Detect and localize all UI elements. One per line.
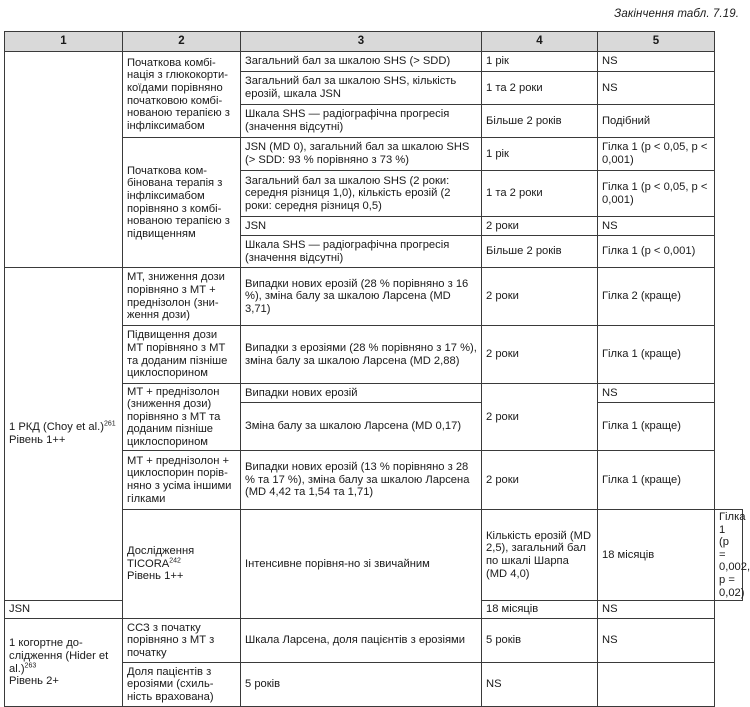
study-cell-empty [5,52,123,268]
result-cell: Гілка 1 (p < 0,05, p < 0,001) [598,138,715,171]
outcome-cell: Зміна балу за шкалою Ларсена (MD 0,17) [241,403,482,451]
time-cell: NS [482,663,598,707]
time-cell: 1 та 2 роки [482,171,598,217]
comparison-cell: Початкова комбі-нація з глюкокорти-коїдами порівняно початковою комбі-нованою терапією з інфліксимабом [123,52,241,138]
results-table [4,31,750,707]
study-cell [123,510,241,619]
time-cell: Більше 2 років [482,236,598,268]
time-cell: 2 роки [482,268,598,326]
time-cell: 18 місяців [482,601,598,619]
col-header-2: 2 [123,32,241,52]
outcome-cell: Випадки нових ерозій [241,384,482,403]
outcome-cell: Загальний бал за шкалою SHS, кількість ерозій, шкала JSN [241,72,482,105]
col-header-3: 3 [241,32,482,52]
evidence-level: Рівень 1++ [9,434,66,447]
result-cell: Гілка 2 (краще) [598,268,715,326]
result-cell: Гілка 1 (p < 0,001) [598,236,715,268]
outcome-cell: Шкала SHS — радіографічна прогресія (значення відсутні) [241,236,482,268]
evidence-level: Рівень 1++ [127,570,184,583]
table-row [5,52,743,72]
comparison-cell: Початкова ком-бінована терапія з інфліксимабом порівняно з комбі-нованою терапією з підвищенням [123,138,241,268]
time-cell: 1 та 2 роки [482,72,598,105]
result-cell: Гілка 1 (краще) [598,403,715,451]
col-header-5: 5 [598,32,715,52]
reference-number: 242 [169,557,181,565]
result-cell: NS [598,72,715,105]
result-cell: Гілка 1 (краще) [598,326,715,384]
outcome-cell: Випадки нових ерозій (13 % порівняно з 28 % та 17 %), зміна балу за шкалою Ларсена (MD 4,42 та 1,54 та 1,71) [241,451,482,510]
outcome-cell: JSN (MD 0), загальний бал за шкалою SHS (> SDD: 93 % порівняно з 73 %) [241,138,482,171]
result-cell: NS [598,217,715,236]
time-cell: 1 рік [482,52,598,72]
comparison-cell: МТ + преднізолон (зниження дози) порівняно з МТ та доданим пізніше циклоспорином [123,384,241,451]
result-cell: Гілка 1 (краще) [598,451,715,510]
result-cell: NS [598,384,715,403]
comparison-cell: Доля пацієнтів з ерозіями (схиль-ність врахована) [123,663,241,707]
outcome-cell: JSN [5,601,123,619]
time-cell: 5 років [482,619,598,663]
outcome-cell: Шкала SHS — радіографічна прогресія (значення відсутні) [241,105,482,138]
study-cell [5,268,123,601]
comparison-cell: Підвищення дози МТ порівняно з МТ та доданим пізніше циклоспорином [123,326,241,384]
result-cell: NS [598,601,715,619]
comparison-cell: МТ + преднізолон + циклоспорин порів-няно з усіма іншими гілками [123,451,241,510]
time-cell: 2 роки [482,384,598,451]
col-header-1: 1 [5,32,123,52]
outcome-cell: Випадки з ерозіями (28 % порівняно з 17 %), зміна балу за шкалою Ларсена (MD 2,88) [241,326,482,384]
result-cell: NS [598,619,715,663]
result-cell [598,663,715,707]
result-cell: Гілка 1 (p = 0,002, p = 0,02) [715,510,743,601]
result-cell: NS [598,52,715,72]
outcome-cell: 5 років [241,663,482,707]
evidence-level: Рівень 2+ [9,675,59,688]
reference-number: 261 [103,420,116,428]
time-cell: 2 роки [482,217,598,236]
time-cell: 2 роки [482,451,598,510]
time-cell: 1 рік [482,138,598,171]
result-cell: Гілка 1 (p < 0,05, p < 0,001) [598,171,715,217]
result-cell: Подібний [598,105,715,138]
time-cell: 2 роки [482,326,598,384]
time-cell: 18 місяців [598,510,715,601]
study-name: 1 когортне до-слідження (Hider et al.) [9,637,109,675]
outcome-cell: Кількість ерозій (MD 2,5), загальний бал по шкалі Шарпа (MD 4,0) [482,510,598,601]
outcome-cell: Випадки нових ерозій (28 % порівняно з 16 %), зміна балу за шкалою Ларсена (MD 3,71) [241,268,482,326]
outcome-cell: Шкала Ларсена, доля пацієнтів з ерозіями [241,619,482,663]
table-row [5,619,743,663]
table-row [5,268,743,326]
study-cell [5,619,123,707]
outcome-cell: Загальний бал за шкалою SHS (> SDD) [241,52,482,72]
header-row [5,32,743,52]
comparison-cell: Інтенсивне порівня-но зі звичайним [241,510,482,619]
time-cell: Більше 2 років [482,105,598,138]
reference-number: 263 [24,661,37,669]
outcome-cell: JSN [241,217,482,236]
table-caption: Закінчення табл. 7.19. [614,8,739,20]
study-name: Дослідження TICORA [127,545,195,570]
comparison-cell: МТ, зниження дози порівняно з МТ + преднізолон (зни-ження дози) [123,268,241,326]
study-name: 1 РКД (Choy et al.) [9,421,104,434]
comparison-cell: ССЗ з початку порівняно з МТ з початку [123,619,241,663]
col-header-4: 4 [482,32,598,52]
outcome-cell: Загальний бал за шкалою SHS (2 роки: середня різниця 1,0), кількість ерозій (2 роки: середня різниця 0,5) [241,171,482,217]
